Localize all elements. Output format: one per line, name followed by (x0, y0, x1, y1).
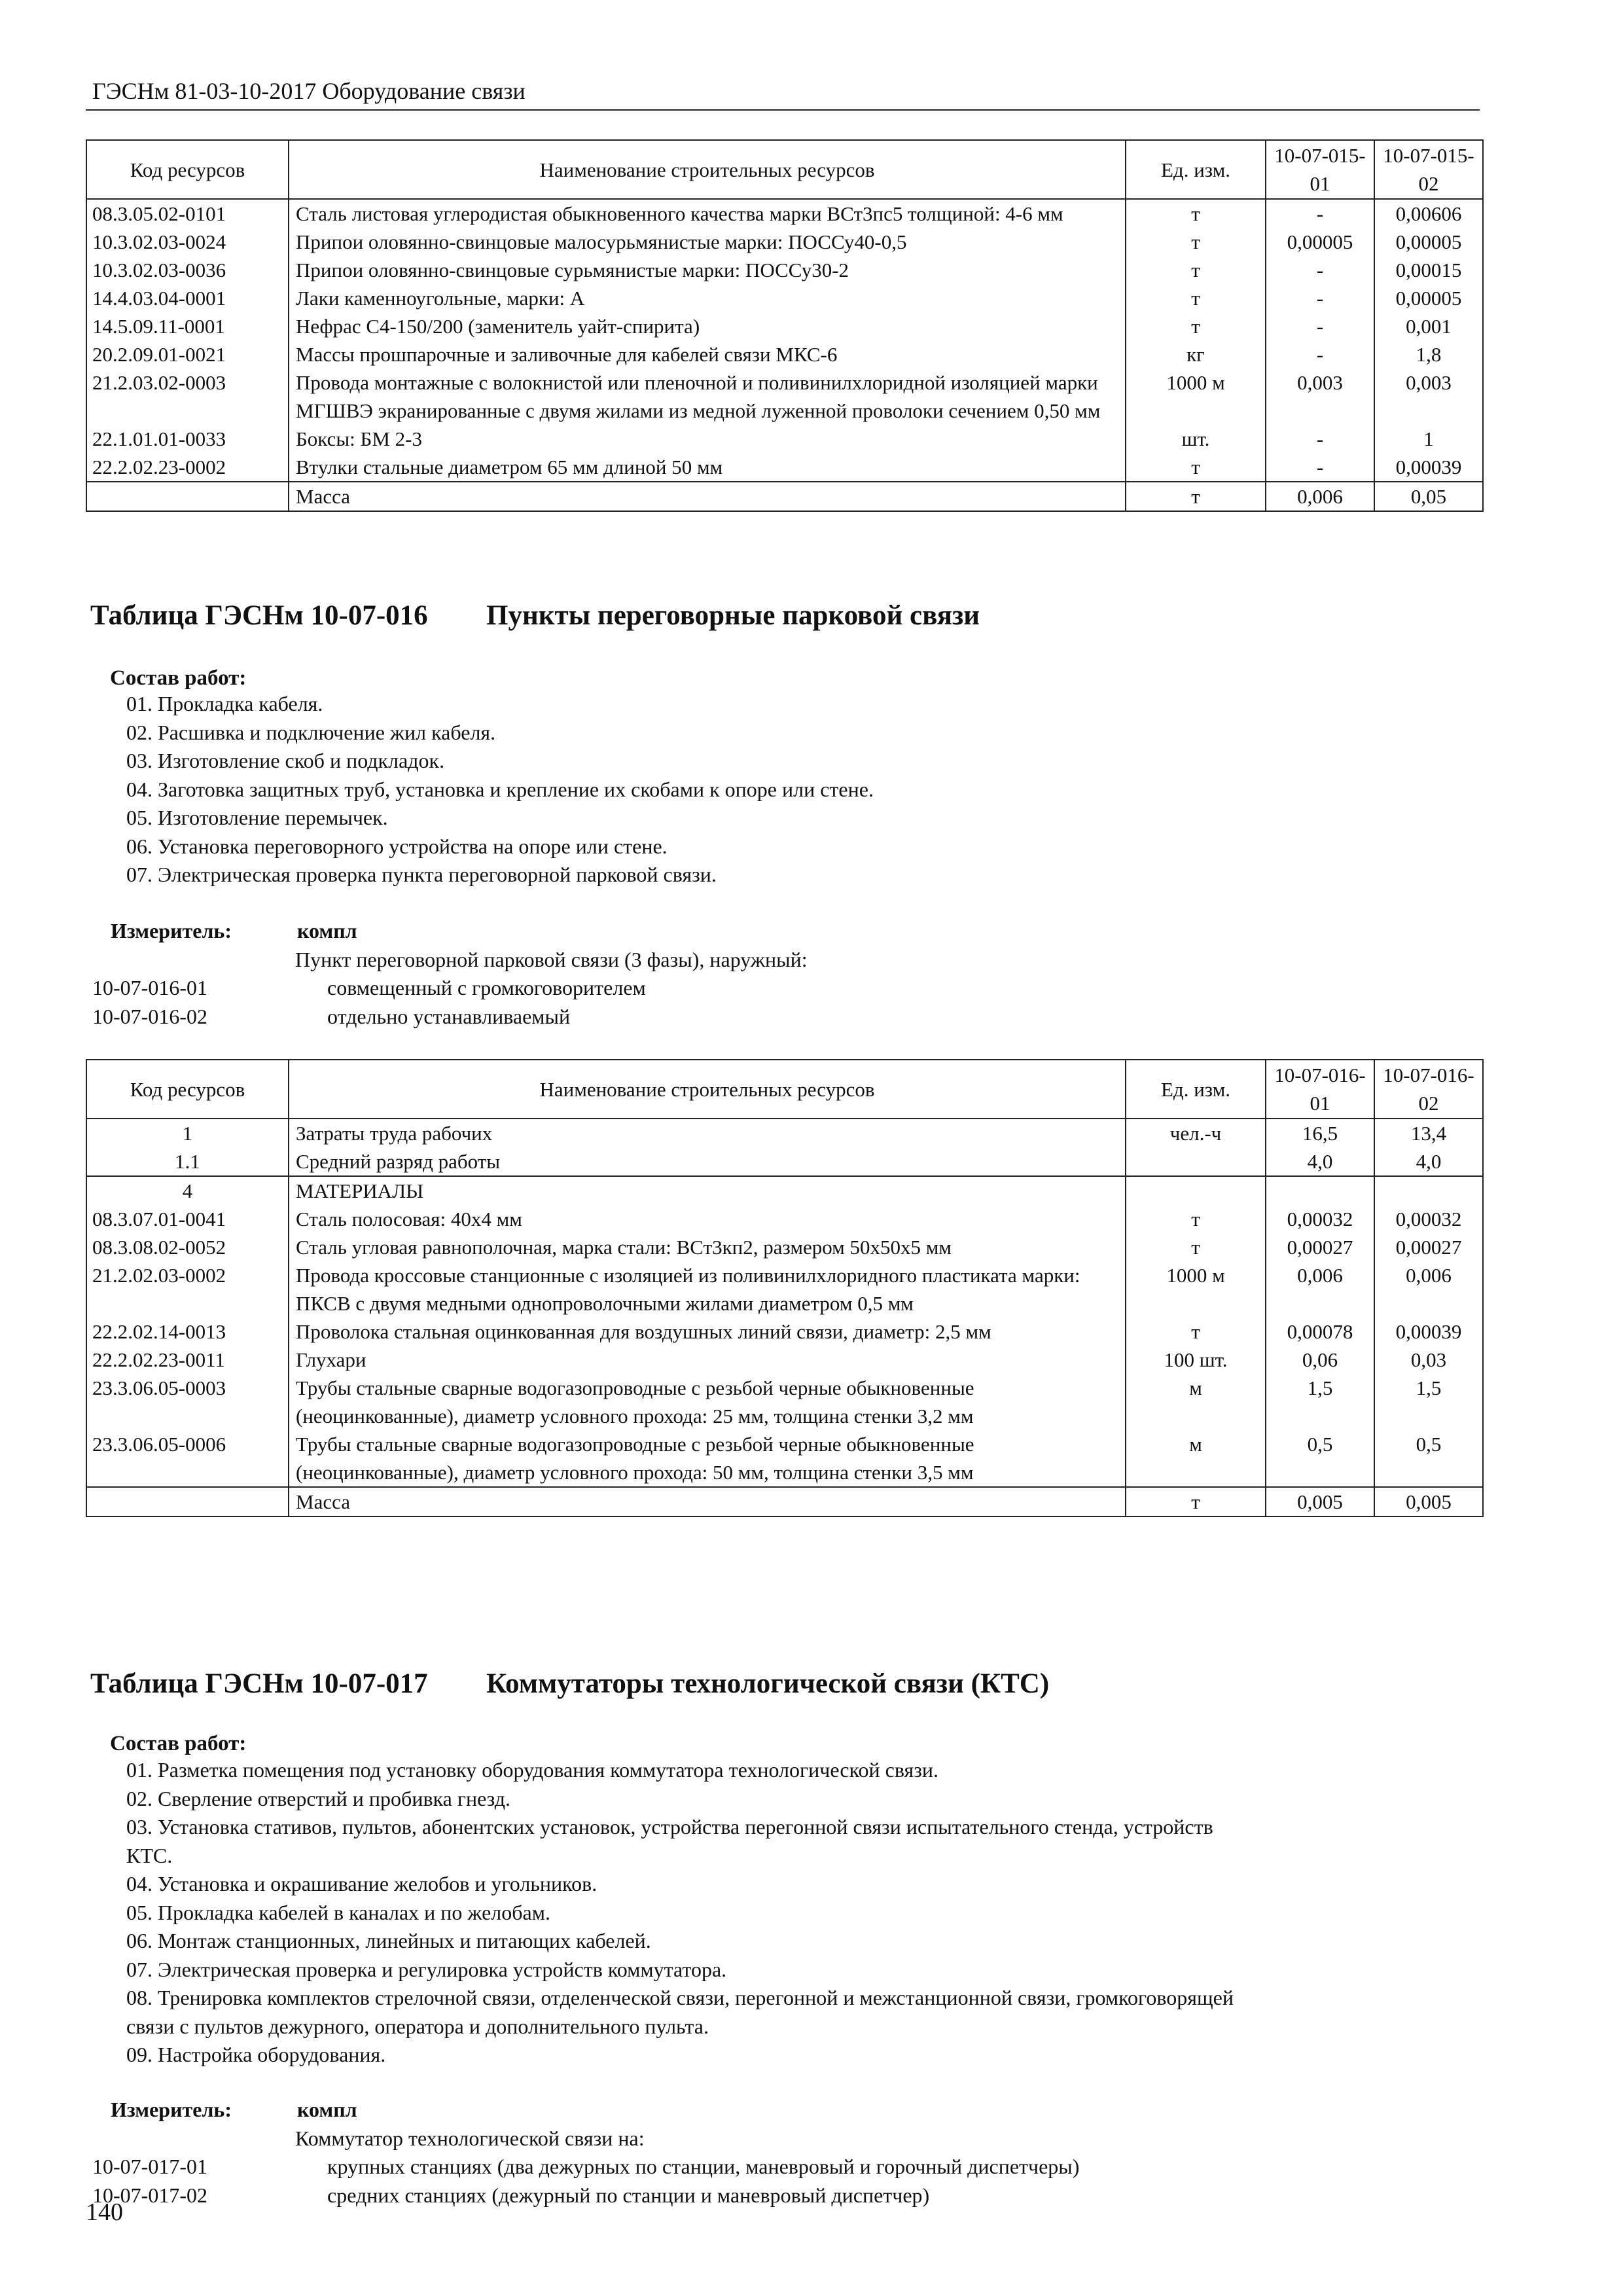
mass-row: Масса т 0,005 0,005 (86, 1487, 1483, 1516)
table-row: 14.5.09.11-0001 Нефрас С4-150/200 (заменитель уайт-спирита) т - 0,001 (86, 312, 1483, 340)
list-item: 07. Электрическая проверка и регулировка устройств коммутатора. (126, 1957, 727, 1981)
page-number: 140 (86, 2198, 123, 2226)
item-code: 10-07-016-02 (92, 1004, 207, 1028)
page-header: ГЭСНм 81-03-10-2017 Оборудование связи (92, 78, 526, 104)
list-item: 03. Изготовление скоб и подкладок. (126, 749, 445, 772)
item-text: отдельно устанавливаемый (327, 1004, 571, 1028)
list-item: КТС. (126, 1843, 173, 1867)
table-row: 10.3.02.03-0036 Припои оловянно-свинцовые сурьмянистые марки: ПОССу30-2 т - 0,00015 (86, 256, 1483, 284)
header-code: Код ресурсов (86, 1060, 289, 1119)
list-item: 06. Монтаж станционных, линейных и питающих кабелей. (126, 1929, 651, 1952)
item-code: 10-07-017-01 (92, 2155, 207, 2178)
header-col1: 10-07-015-01 (1266, 140, 1374, 199)
resource-table-016 (86, 1059, 1484, 1517)
meter-unit: компл (297, 2098, 357, 2121)
table-row: 14.4.03.04-0001 Лаки каменноугольные, марки: А т - 0,00005 (86, 284, 1483, 312)
list-item: 05. Изготовление перемычек. (126, 806, 388, 829)
header-unit: Ед. изм. (1126, 1060, 1266, 1119)
list-item: 04. Заготовка защитных труб, установка и крепление их скобами к опоре или стене. (126, 777, 874, 801)
table-row: 22.2.02.23-0002 Втулки стальные диаметром 65 мм длиной 50 мм т - 0,00039 (86, 453, 1483, 482)
list-item: 05. Прокладка кабелей в каналах и по желобам. (126, 1900, 550, 1924)
materials-header-row: 4 МАТЕРИАЛЫ (86, 1176, 1483, 1205)
list-item: связи с пультов дежурного, оператора и дополнительного пульта. (126, 2014, 709, 2038)
table-number: Таблица ГЭСНм 10-07-017 (90, 1668, 428, 1699)
works-heading: Состав работ: (110, 1732, 247, 1755)
list-item: 02. Расшивка и подключение жил кабеля. (126, 720, 496, 744)
table-row: 10.3.02.03-0024 Припои оловянно-свинцовые малосурьмянистые марки: ПОССу40-0,5 т 0,00005 0,00005 (86, 228, 1483, 256)
item-code: 10-07-017-02 (92, 2183, 207, 2207)
table-row: 08.3.05.02-0101 Сталь листовая углеродистая обыкновенного качества марки ВСт3пс5 толщиной: 4-6 мм т - 0,00606 (86, 199, 1483, 228)
list-item: 08. Тренировка комплектов стрелочной связи, отделенческой связи, перегонной и межстанционной связи, громкоговорящей (126, 1986, 1234, 2009)
works-heading: Состав работ: (110, 666, 247, 690)
table-row: 22.1.01.01-0033 Боксы: БМ 2-3 шт. - 1 (86, 425, 1483, 453)
table-row: 1.1 Средний разряд работы 4,0 4,0 (86, 1147, 1483, 1176)
list-item: 03. Установка стативов, пультов, абонентских установок, устройства перегонной связи испытательного стенда, устройств (126, 1815, 1213, 1839)
table-row: 1 Затраты труда рабочих чел.-ч 16,5 13,4 (86, 1119, 1483, 1147)
header-code: Код ресурсов (86, 140, 289, 199)
resource-table-015 (86, 139, 1484, 512)
item-code: 10-07-016-01 (92, 976, 207, 999)
table-title-016 (90, 600, 980, 632)
header-col1: 10-07-016-01 (1266, 1060, 1374, 1119)
table-number: Таблица ГЭСНм 10-07-016 (90, 600, 428, 631)
header-name: Наименование строительных ресурсов (289, 1060, 1126, 1119)
meter-label: Измеритель: (111, 2098, 232, 2121)
table-row: 08.3.07.01-0041 Сталь полосовая: 40х4 мм т 0,00032 0,00032 (86, 1205, 1483, 1233)
table-row: 21.2.02.03-0002 Провода кроссовые станционные с изоляцией из поливинилхлоридного пластиката марки: ПКСВ с двумя медными однопроволочными жилами диаметром 0,5 мм 1000 м 0,006 0,006 (86, 1261, 1483, 1318)
mass-row: Масса т 0,006 0,05 (86, 482, 1483, 511)
list-item: 09. Настройка оборудования. (126, 2043, 386, 2066)
meter-block (92, 2096, 1368, 2210)
meter-block (92, 917, 1336, 1031)
header-col2: 10-07-015-02 (1374, 140, 1483, 199)
header-divider (86, 109, 1480, 111)
table-name: Коммутаторы технологической связи (КТС) (486, 1668, 1050, 1699)
meter-label: Измеритель: (111, 919, 232, 942)
table-row: 22.2.02.14-0013 Проволока стальная оцинкованная для воздушных линий связи, диаметр: 2,5 мм т 0,00078 0,00039 (86, 1318, 1483, 1346)
table-name: Пункты переговорные парковой связи (486, 600, 980, 631)
item-text: средних станциях (дежурный по станции и маневровый диспетчер) (327, 2183, 930, 2207)
list-item: 04. Установка и окрашивание желобов и угольников. (126, 1872, 597, 1895)
header-unit: Ед. изм. (1126, 140, 1266, 199)
item-text: крупных станциях (два дежурных по станции, маневровый и горочный диспетчеры) (327, 2155, 1080, 2178)
list-item: 01. Разметка помещения под установку оборудования коммутатора технологической связи. (126, 1758, 938, 1782)
header-col2: 10-07-016-02 (1374, 1060, 1483, 1119)
list-item: 07. Электрическая проверка пункта переговорной парковой связи. (126, 863, 717, 886)
list-item: 02. Сверление отверстий и пробивка гнезд. (126, 1786, 511, 1810)
list-item: 01. Прокладка кабеля. (126, 692, 323, 715)
header-name: Наименование строительных ресурсов (289, 140, 1126, 199)
table-row: 21.2.03.02-0003 Провода монтажные с волокнистой или пленочной и поливинилхлоридной изоляцией марки МГШВЭ экранированные с двумя жилами из медной луженной проволоки сечением 0,50 мм 1000 м 0,003 0,003 (86, 368, 1483, 425)
meter-description: Пункт переговорной парковой связи (3 фазы), наружный: (295, 947, 808, 971)
table-row: 20.2.09.01-0021 Массы прошпарочные и заливочные для кабелей связи МКС-6 кг - 1,8 (86, 340, 1483, 368)
list-item: 06. Установка переговорного устройства на опоре или стене. (126, 834, 668, 858)
table-row: 08.3.08.02-0052 Сталь угловая равнополочная, марка стали: ВСт3кп2, размером 50х50х5 мм т 0,00027 0,00027 (86, 1233, 1483, 1261)
meter-unit: компл (297, 919, 357, 942)
works-list (126, 690, 874, 889)
item-text: совмещенный с громкоговорителем (327, 976, 646, 999)
table-row: 23.3.06.05-0003 Трубы стальные сварные водогазопроводные с резьбой черные обыкновенные (неоцинкованные), диаметр условного прохода: 25 мм, толщина стенки 3,2 мм м 1,5 1,5 (86, 1374, 1483, 1430)
table-title-017 (90, 1668, 1049, 1700)
meter-description: Коммутатор технологической связи на: (295, 2126, 645, 2150)
table-row: 22.2.02.23-0011 Глухари 100 шт. 0,06 0,03 (86, 1346, 1483, 1374)
table-row: 23.3.06.05-0006 Трубы стальные сварные водогазопроводные с резьбой черные обыкновенные (неоцинкованные), диаметр условного прохода: 50 мм, толщина стенки 3,5 мм м 0,5 0,5 (86, 1430, 1483, 1487)
works-list (126, 1756, 1234, 2070)
